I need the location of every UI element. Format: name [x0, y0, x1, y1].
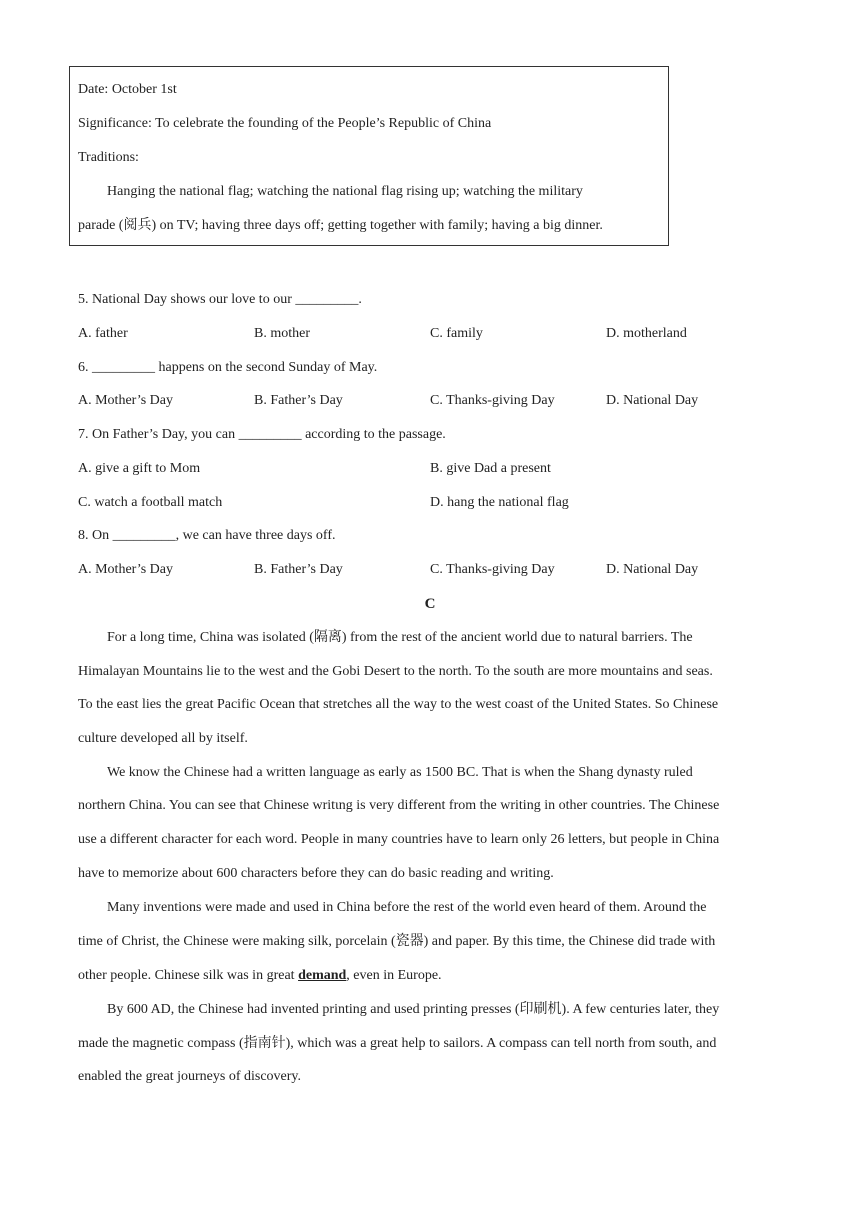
- section-title: C: [424, 596, 436, 612]
- box-traditions-line-2: parade (阅兵) on TV; having three days off; getting together with family; having a big dinner.: [78, 218, 603, 233]
- question-7-option-d: D. hang the national flag: [430, 495, 569, 510]
- question-7-option-a: A. give a gift to Mom: [78, 461, 201, 476]
- passage-line: made the magnetic compass (指南针), which was a great help to sailors. A compass can tell north from south, and: [78, 1036, 717, 1051]
- passage-line: To the east lies the great Pacific Ocean that stretches all the way to the west coast of the United States. So Chinese: [78, 697, 719, 712]
- passage-line: We know the Chinese had a written language as early as 1500 BC. That is when the Shang dynasty ruled: [107, 765, 693, 780]
- passage-line: have to memorize about 600 characters before they can do basic reading and writing.: [78, 866, 554, 881]
- question-8-stem: 8. On _________, we can have three days off.: [78, 528, 336, 543]
- question-7-option-b: B. give Dad a present: [430, 461, 551, 476]
- keyword-demand: demand: [298, 968, 347, 983]
- question-5-stem: 5. National Day shows our love to our _________.: [78, 292, 362, 307]
- box-significance: Significance: To celebrate the founding of the People’s Republic of China: [78, 116, 492, 131]
- passage-text: , even in Europe.: [346, 968, 442, 983]
- question-5-option-a: A. father: [78, 326, 128, 341]
- question-6-option-d: D. National Day: [606, 393, 699, 408]
- passage-line: Many inventions were made and used in China before the rest of the world even heard of them. Around the: [107, 900, 707, 915]
- passage-line: culture developed all by itself.: [78, 731, 248, 746]
- passage-line-demand: [78, 967, 442, 985]
- question-5-option-d: D. motherland: [606, 326, 687, 341]
- passage-line: time of Christ, the Chinese were making silk, porcelain (瓷器) and paper. By this time, the Chinese did trade with: [78, 934, 716, 949]
- passage-text: other people. Chinese silk was in great: [78, 968, 299, 983]
- question-6-stem: 6. _________ happens on the second Sunday of May.: [78, 360, 378, 375]
- question-8-option-d: D. National Day: [606, 562, 699, 577]
- question-8-option-b: B. Father’s Day: [254, 562, 343, 577]
- passage-line: use a different character for each word. People in many countries have to learn only 26 letters, but people in China: [78, 832, 720, 847]
- passage-line: For a long time, China was isolated (隔离) from the rest of the ancient world due to natural barriers. The: [107, 630, 693, 645]
- box-traditions-line-1: Hanging the national flag; watching the national flag rising up; watching the military: [107, 184, 583, 199]
- question-6-option-a: A. Mother’s Day: [78, 393, 174, 408]
- question-8-option-c: C. Thanks-giving Day: [430, 562, 555, 577]
- question-8-option-a: A. Mother’s Day: [78, 562, 174, 577]
- question-6-option-b: B. Father’s Day: [254, 393, 343, 408]
- question-5-option-c: C. family: [430, 326, 483, 341]
- question-6-option-c: C. Thanks-giving Day: [430, 393, 555, 408]
- passage-line: Himalayan Mountains lie to the west and the Gobi Desert to the north. To the south are more mountains and seas.: [78, 664, 713, 679]
- question-5-option-b: B. mother: [254, 326, 310, 341]
- box-traditions-label: Traditions:: [78, 150, 139, 165]
- box-date: Date: October 1st: [78, 82, 177, 97]
- passage-line: By 600 AD, the Chinese had invented printing and used printing presses (印刷机). A few centuries later, they: [107, 1002, 720, 1017]
- passage-line: enabled the great journeys of discovery.: [78, 1069, 302, 1084]
- passage-line: northern China. You can see that Chinese writιng is very different from the writing in other countries. The Chinese: [78, 798, 720, 813]
- question-7-option-c: C. watch a football match: [78, 495, 223, 510]
- question-7-stem: 7. On Father’s Day, you can _________ according to the passage.: [78, 427, 446, 442]
